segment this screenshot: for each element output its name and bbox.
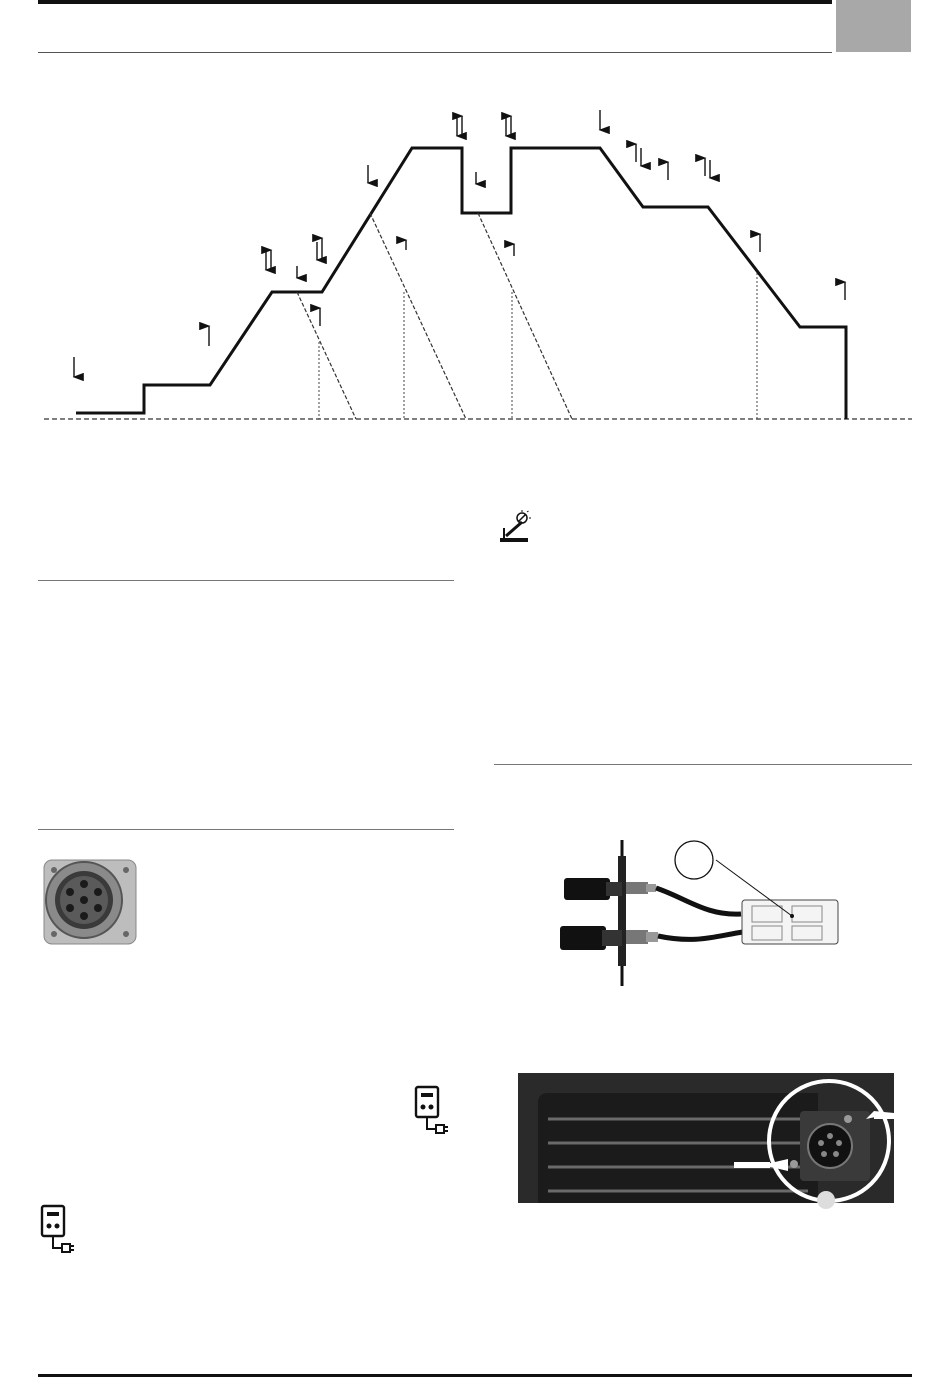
welding-sequence-diagram xyxy=(0,90,950,530)
dotted-guides xyxy=(319,273,757,419)
section-divider xyxy=(494,764,912,765)
remote-control-plug-icon xyxy=(36,1204,78,1256)
header-divider xyxy=(38,52,832,53)
pedal-torch-icon xyxy=(498,508,534,544)
slope-guides xyxy=(297,213,572,419)
connector-socket-photo xyxy=(40,856,140,946)
section-divider xyxy=(38,580,454,581)
section-divider xyxy=(38,829,454,830)
current-profile-line xyxy=(76,148,846,419)
signal-arrows xyxy=(74,110,845,377)
callout-circle xyxy=(675,841,713,879)
remote-control-plug-icon xyxy=(410,1085,452,1137)
page-corner-tab xyxy=(836,0,911,52)
terminal-wiring-photo xyxy=(556,836,846,996)
rear-panel-photo xyxy=(518,1073,894,1203)
header-rule xyxy=(38,0,832,4)
footer-rule xyxy=(38,1374,912,1377)
